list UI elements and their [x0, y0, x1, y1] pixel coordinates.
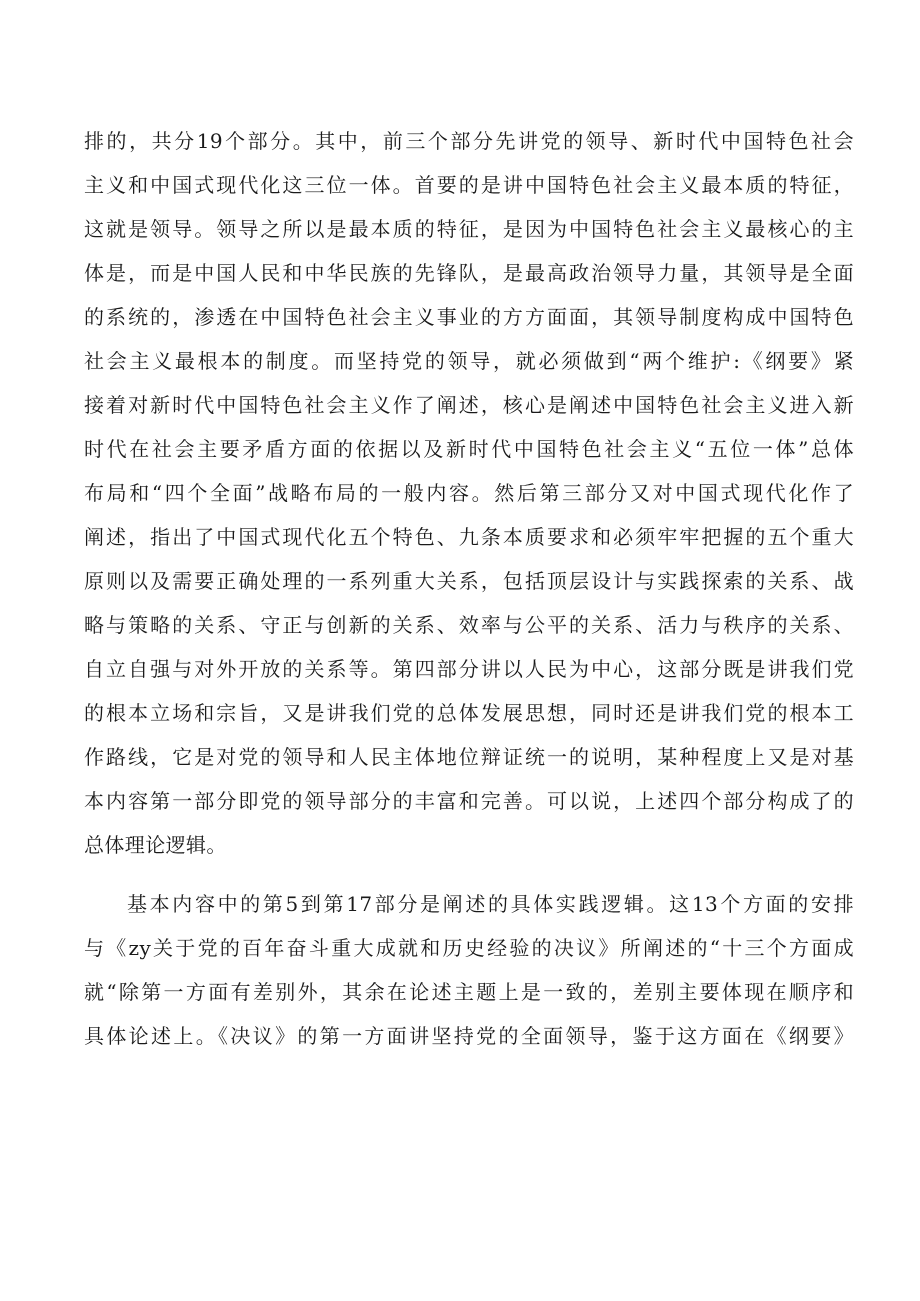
paragraph-1-line-2: 主义和中国式现代化这三位一体。首要的是讲中国特色社会主义最本质的特征，	[84, 173, 854, 197]
paragraph-1-line-16: 本内容第一部分即党的领导部分的丰富和完善。可以说，上述四个部分构成了的	[84, 789, 854, 813]
paragraph-1-line-6: 社会主义最根本的制度。而坚持党的领导，就必须做到“两个维护:《纲要》紧	[84, 349, 854, 373]
paragraph-2-line-3: 就“除第一方面有差别外，其余在论述主题上是一致的，差别主要体现在顺序和	[84, 980, 854, 1004]
paragraph-1-line-12: 略与策略的关系、守正与创新的关系、效率与公平的关系、活力与秩序的关系、	[84, 613, 854, 637]
paragraph-1-line-10: 阐述，指出了中国式现代化五个特色、九条本质要求和必须牢牢把握的五个重大	[84, 525, 854, 549]
paragraph-1-line-8: 时代在社会主要矛盾方面的依据以及新时代中国特色社会主义“五位一体”总体	[84, 437, 854, 461]
paragraph-2-line-2: 与《zy关于党的百年奋斗重大成就和历史经验的决议》所阐述的“十三个方面成	[84, 936, 854, 960]
paragraph-1-line-14: 的根本立场和宗旨，又是讲我们党的总体发展思想，同时还是讲我们党的根本工	[84, 701, 854, 725]
paragraph-2-line-4: 具体论述上。《决议》的第一方面讲坚持党的全面领导，鉴于这方面在《纲要》	[84, 1024, 854, 1048]
paragraph-1-line-17: 总体理论逻辑。	[84, 833, 227, 857]
paragraph-1-line-3: 这就是领导。领导之所以是最本质的特征，是因为中国特色社会主义最核心的主	[84, 217, 854, 241]
paragraph-1-line-11: 原则以及需要正确处理的一系列重大关系，包括顶层设计与实践探索的关系、战	[84, 569, 854, 593]
paragraph-1-line-15: 作路线，它是对党的领导和人民主体地位辩证统一的说明，某种程度上又是对基	[84, 745, 854, 769]
paragraph-1-line-13: 自立自强与对外开放的关系等。第四部分讲以人民为中心，这部分既是讲我们党	[84, 657, 854, 681]
paragraph-2-line-1: 基本内容中的第5到第17部分是阐述的具体实践逻辑。这13个方面的安排	[127, 892, 854, 916]
paragraph-1-line-1: 排的，共分19个部分。其中，前三个部分先讲党的领导、新时代中国特色社会	[84, 129, 854, 153]
paragraph-1-line-5: 的系统的，渗透在中国特色社会主义事业的方方面面，其领导制度构成中国特色	[84, 305, 854, 329]
paragraph-1-line-7: 接着对新时代中国特色社会主义作了阐述，核心是阐述中国特色社会主义进入新	[84, 393, 854, 417]
paragraph-1-line-9: 布局和“四个全面”战略布局的一般内容。然后第三部分又对中国式现代化作了	[84, 481, 854, 505]
paragraph-1-line-4: 体是，而是中国人民和中华民族的先锋队，是最高政治领导力量，其领导是全面	[84, 261, 854, 285]
